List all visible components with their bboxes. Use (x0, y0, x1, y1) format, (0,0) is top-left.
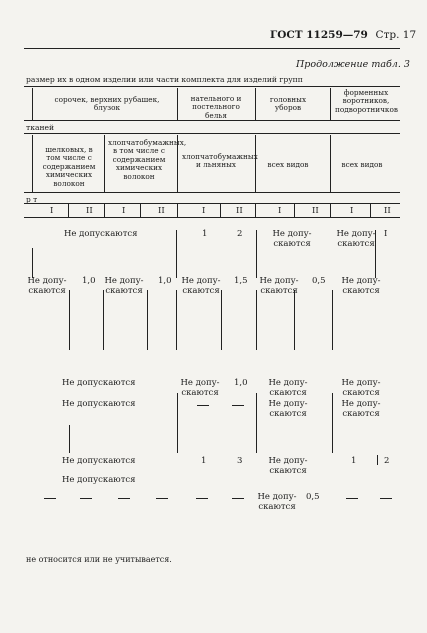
rule-sort-bottom (24, 217, 400, 218)
r7-dash-8 (380, 498, 392, 499)
col-rule-6 (104, 135, 105, 192)
sort-2: II (86, 206, 93, 216)
body-rule-11 (294, 290, 295, 350)
sort-rule-6 (255, 203, 256, 217)
col-rule-4 (330, 88, 331, 120)
r5-hats: Не допу- скаются (268, 456, 308, 476)
body-rule-13 (69, 425, 70, 453)
body-rule-17 (377, 455, 378, 465)
sort-10: II (384, 206, 391, 216)
r2-linen-i: Не допу- скаются (181, 276, 221, 296)
body-rule-10 (256, 290, 257, 350)
r5-uniform-i: 1 (351, 456, 357, 466)
body-rule-9 (221, 290, 222, 350)
col-rule-3 (255, 88, 256, 120)
r2-cotton-ii: 1,0 (158, 276, 172, 286)
col-rule-8 (255, 135, 256, 192)
r7-hats-i: Не допу- скаются (257, 492, 297, 512)
body-rule-14 (177, 393, 178, 453)
group-uniform: форменных воротников, подворотничков (335, 88, 398, 114)
doc-ref: ГОСТ 11259—79 (270, 29, 368, 41)
r1-not-allowed: Не допускаются (64, 229, 138, 239)
r4-hats: Не допу- скаются (268, 399, 308, 419)
r2-silk-ii: 1,0 (82, 276, 96, 286)
subgroup-cotton-chem: хлопчатобумажных, в том числе с содержанием химических волокон (108, 138, 187, 181)
col-rule-9 (330, 135, 331, 192)
r7-dash-5 (196, 498, 208, 499)
sort-label: р т (26, 195, 38, 204)
r2-cotton-i: Не допу- скаются (104, 276, 144, 296)
sort-rule-3 (140, 203, 141, 217)
r3-not-allowed: Не допускаются (62, 378, 136, 388)
rule-groups (24, 120, 400, 121)
body-rule-7 (147, 290, 148, 350)
body-rule-1 (32, 248, 33, 278)
r1-value-2: 2 (237, 229, 243, 239)
r2-linen-ii: 1,5 (234, 276, 248, 286)
r4-dash-2 (232, 405, 244, 406)
footnote: не относится или не учитывается. (26, 555, 172, 564)
rule-sort-top (24, 203, 400, 204)
sort-rule-8 (330, 203, 331, 217)
col-rule-5 (32, 135, 33, 192)
sort-9: I (350, 206, 354, 216)
rule-under-header (24, 48, 400, 49)
body-rule-5 (69, 290, 70, 350)
subgroup-all-2: всех видов (341, 160, 383, 169)
sort-rule-9 (370, 203, 371, 217)
r7-dash-6 (232, 498, 244, 499)
body-rule-15 (256, 393, 257, 453)
r1-uniform-ii: I (384, 229, 388, 239)
page-header (270, 30, 416, 41)
rule-subgroups (24, 192, 400, 193)
group-underwear: нательного и постельного белья (190, 94, 242, 120)
r7-hats-ii: 0,5 (306, 492, 320, 502)
r2-silk-i: Не допу- скаются (27, 276, 67, 296)
body-rule-8 (176, 290, 177, 350)
r5-value-3: 3 (237, 456, 243, 466)
r4-dash-1 (197, 405, 209, 406)
sort-1: I (50, 206, 54, 216)
body-rule-3 (256, 230, 257, 278)
page-number: Стр. 17 (375, 29, 417, 41)
r7-dash-7 (346, 498, 358, 499)
r3-uniform: Не допу- скаются (341, 378, 381, 398)
sort-3: I (122, 206, 126, 216)
r4-not-allowed: Не допускаются (62, 399, 136, 409)
sort-rule-1 (68, 203, 69, 217)
r1-hats: Не допу- скаются (272, 229, 312, 249)
subgroup-silk: шелковых, в том числе с содержанием химических волокон (42, 145, 96, 188)
r1-uniform: Не допу- скаются (336, 229, 376, 249)
col-rule-1 (32, 88, 33, 120)
r3-hats: Не допу- скаются (268, 378, 308, 398)
subgroup-cotton-linen: хлопчатобумажных и льняных (182, 152, 258, 170)
body-rule-6 (103, 290, 104, 350)
sort-5: I (202, 206, 206, 216)
col-rule-7 (177, 135, 178, 192)
r6-not-allowed: Не допускаются (62, 475, 136, 485)
sort-rule-2 (104, 203, 105, 217)
fabrics-label: тканей (26, 123, 55, 132)
r7-dash-1 (44, 498, 56, 499)
r1-value-1: 1 (202, 229, 208, 239)
rule-fabrics (24, 133, 400, 134)
r7-dash-3 (118, 498, 130, 499)
body-rule-2 (176, 230, 177, 278)
r7-dash-4 (156, 498, 168, 499)
r3-linen-ii: 1,0 (234, 378, 248, 388)
body-rule-16 (332, 393, 333, 453)
sort-8: II (312, 206, 319, 216)
sort-rule-4 (177, 203, 178, 217)
body-rule-12 (332, 290, 333, 350)
r2-hats-ii: 0,5 (312, 276, 326, 286)
continuation-label: Продолжение табл. 3 (296, 59, 410, 70)
r5-value-1: 1 (201, 456, 207, 466)
group-shirts: сорочек, верхних рубашек, блузок (54, 95, 160, 113)
r5-not-allowed: Не допускаются (62, 456, 136, 466)
sort-7: I (278, 206, 282, 216)
r7-dash-2 (80, 498, 92, 499)
sort-rule-5 (220, 203, 221, 217)
rule-caption (24, 86, 400, 87)
caption-top: размер их в одном изделии или части комплекта для изделий групп (26, 75, 303, 84)
col-rule-2 (177, 88, 178, 120)
r4-uniform: Не допу- скаются (341, 399, 381, 419)
sort-6: II (236, 206, 243, 216)
subgroup-all-1: всех видов (267, 160, 309, 169)
r3-linen-i: Не допу- скаются (180, 378, 220, 398)
r2-uniform: Не допу- скаются (341, 276, 381, 296)
group-hats: головных уборов (269, 95, 307, 113)
sort-4: II (158, 206, 165, 216)
r2-hats-i: Не допу- скаются (259, 276, 299, 296)
r5-uniform-ii: 2 (384, 456, 390, 466)
sort-rule-7 (294, 203, 295, 217)
